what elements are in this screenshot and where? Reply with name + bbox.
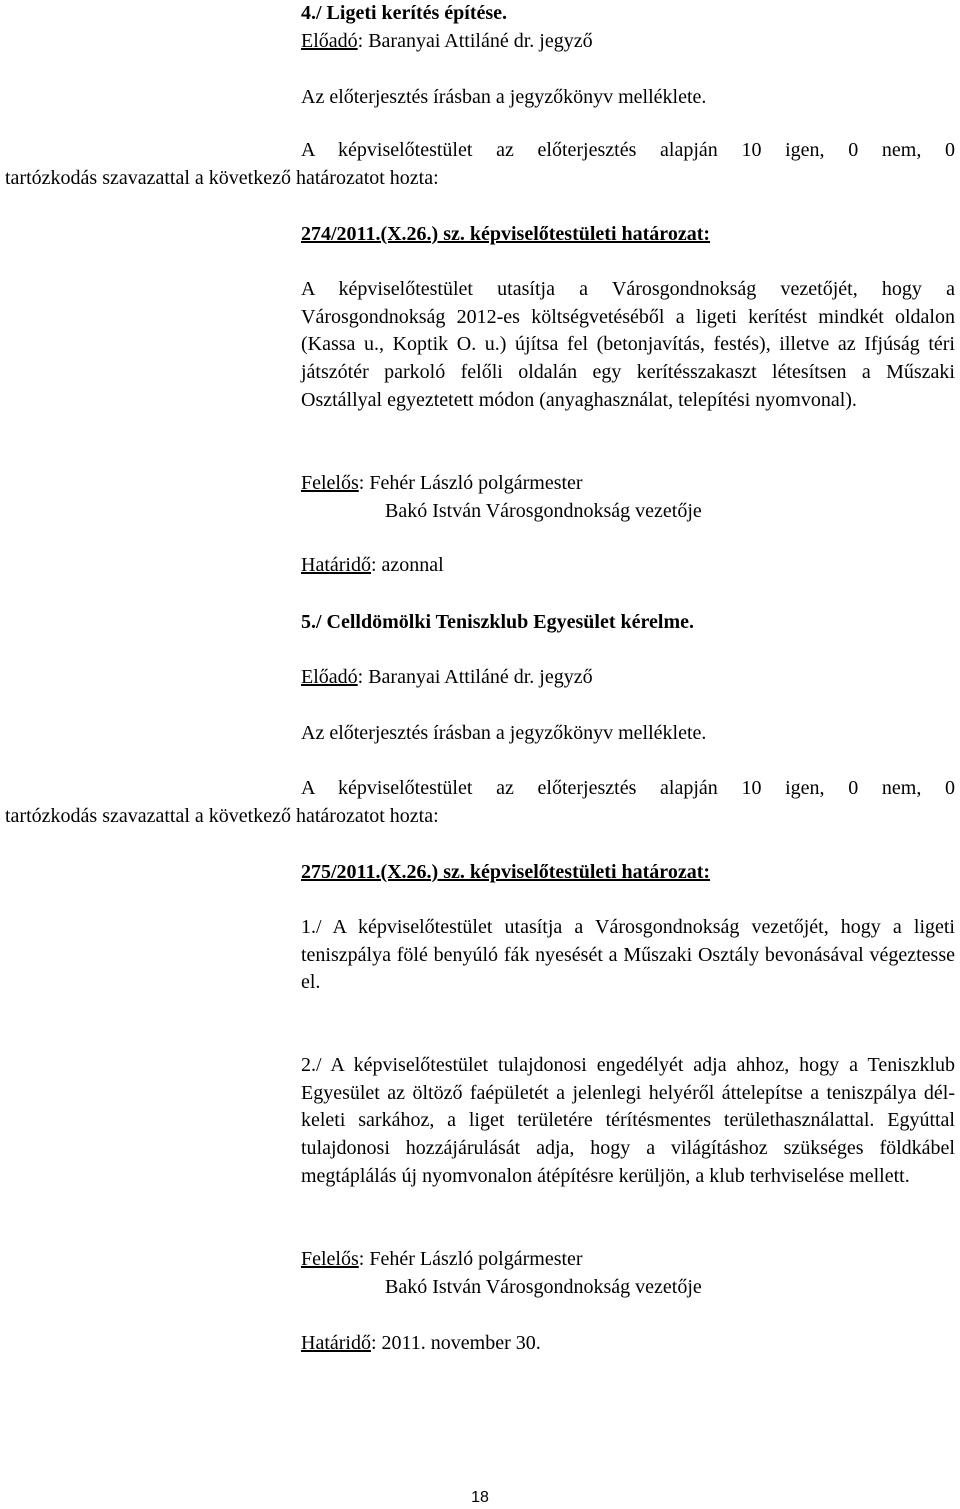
item4-deadline [301, 555, 444, 575]
presenter-name: : Baranyai Attiláné dr. jegyző [357, 30, 593, 52]
item5-responsible-second: Bakó István Városgondnokság vezetője [385, 1276, 702, 1298]
presenter-name: : Baranyai Attiláné dr. jegyző [357, 666, 593, 688]
item4-heading: 4./ Ligeti kerítés építése. [301, 2, 508, 24]
item4-attachment: Az előterjesztés írásban a jegyzőkönyv melléklete. [301, 86, 707, 108]
responsible-label: Felelős [301, 1248, 359, 1270]
item5-attachment: Az előterjesztés írásban a jegyzőkönyv melléklete. [301, 722, 707, 744]
resolution-title-text: 275/2011.(X.26.) sz. képviselőtestületi határozat: [301, 861, 711, 883]
item5-heading: 5./ Celldömölki Teniszklub Egyesület kérelme. [301, 611, 694, 633]
presenter-label: Előadó [301, 666, 358, 688]
item5-point1: 1./ A képviselőtestület utasítja a Városgondnokság vezetőjét, hogy a ligeti teniszpálya fölé benyúló fák nyesését a Műszaki Osztály bevonásával végeztesse el. [301, 916, 955, 994]
item4-responsible [301, 473, 583, 493]
item4-resolution-text: A képviselőtestület utasítja a Városgondnokság vezetőjét, hogy a Városgondnokság 2012-es költségvetéséből a ligeti kerítést mindkét oldalon (Kassa u., Koptik O. u.) újítsa fel (betonjavítás, festés), illetve az Ifjúság téri játszótér parkoló felőli oldalán egy kerítésszakaszt létesítsen a Műszaki Osztállyal egyeztetett módon (anyaghasználat, telepítési nyomvonal). [301, 278, 955, 411]
deadline-label: Határidő [301, 554, 371, 576]
item4-presenter [301, 31, 593, 51]
item4-vote-line1: A képviselőtestület az előterjesztés alapján 10 igen, 0 nem, 0 [301, 139, 955, 161]
page-number: 18 [471, 1489, 489, 1506]
responsible-name: : Fehér László polgármester [358, 472, 583, 494]
deadline-value: : azonnal [370, 554, 444, 576]
item5-point2: 2./ A képviselőtestület tulajdonosi engedélyét adja ahhoz, hogy a Teniszklub Egyesület az öltöző faépületét a jelenlegi helyéről áttelepítse a teniszpálya dél-keleti sarkához, a liget területére térítésmentes területhasználattal. Egyúttal tulajdonosi hozzájárulását adja, hogy a világításhoz szükséges földkábel megtáplálás új nyomvonalon átépítésre kerüljön, a klub terhviselése mellett. [301, 1054, 955, 1187]
item5-deadline [301, 1333, 541, 1353]
item4-responsible-second: Bakó István Városgondnokság vezetője [385, 500, 702, 522]
item5-resolution-title [301, 862, 710, 882]
resolution-title-text: 274/2011.(X.26.) sz. képviselőtestületi határozat: [301, 223, 711, 245]
responsible-label: Felelős [301, 472, 359, 494]
deadline-value: : 2011. november 30. [370, 1332, 541, 1354]
responsible-name: : Fehér László polgármester [358, 1248, 583, 1270]
item4-resolution-title [301, 224, 710, 244]
presenter-label: Előadó [301, 30, 358, 52]
item5-responsible [301, 1249, 583, 1269]
item5-presenter [301, 667, 593, 687]
deadline-label: Határidő [301, 1332, 371, 1354]
item5-vote-line1: A képviselőtestület az előterjesztés alapján 10 igen, 0 nem, 0 [301, 777, 955, 799]
item4-vote-line2: tartózkodás szavazattal a következő határozatot hozta: [5, 167, 439, 189]
item5-vote-line2: tartózkodás szavazattal a következő határozatot hozta: [5, 805, 439, 827]
